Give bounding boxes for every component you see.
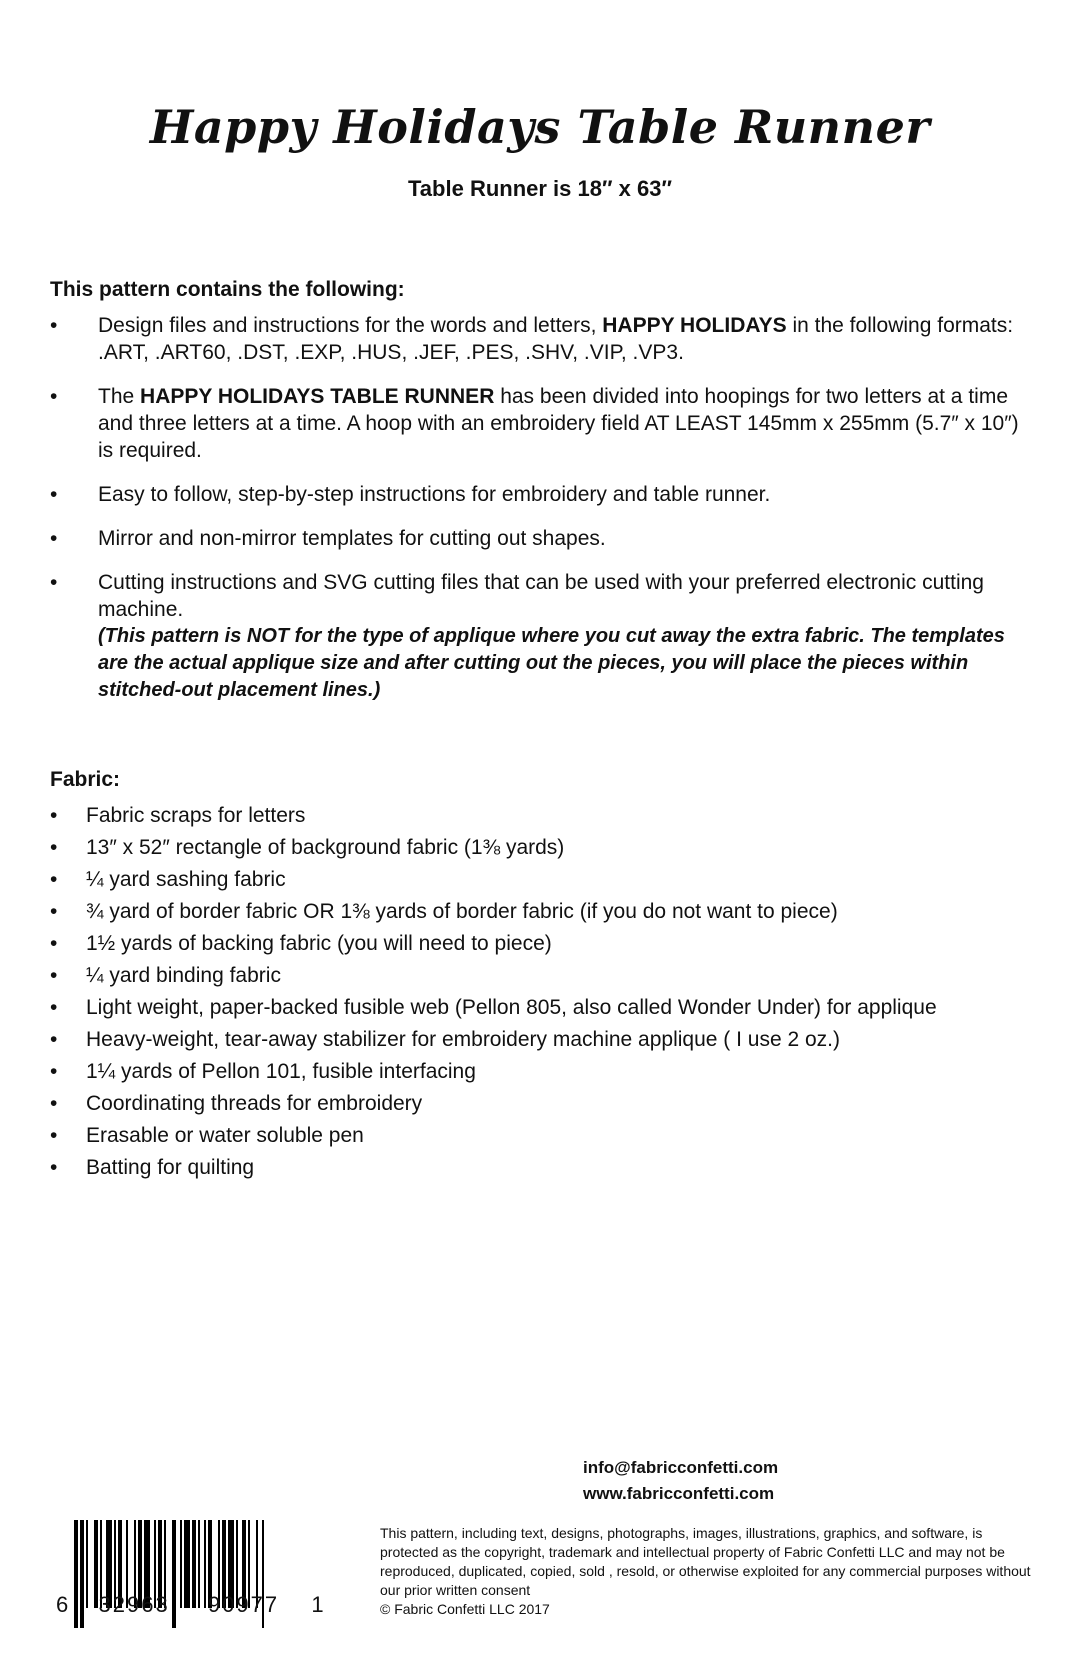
bullet: •: [50, 385, 58, 408]
fabric-heading: Fabric:: [50, 768, 121, 791]
list-item: • The HAPPY HOLIDAYS TABLE RUNNER has been divided into hoopings for two letters at a time and three letters at a time. A hoop with an embroidery field AT LEAST 145mm x 255mm (5.7″ x 10″) is required.: [50, 385, 1019, 462]
legal-notice: [380, 1524, 1040, 1619]
list-item: • 1½ yards of backing fabric (you will need to piece): [50, 932, 552, 955]
copyright-text: © Fabric Confetti LLC 2017: [380, 1601, 550, 1617]
list-item: • ¾ yard of border fabric OR 1⅜ yards of border fabric (if you do not want to piece): [50, 900, 838, 923]
list-item: • Coordinating threads for embroidery: [50, 1092, 423, 1115]
list-item: • Light weight, paper-backed fusible web (Pellon 805, also called Wonder Under) for applique: [50, 996, 937, 1019]
barcode-check-digit: 1: [311, 1592, 324, 1617]
contact-email[interactable]: info@fabricconfetti.com: [583, 1458, 779, 1477]
legal-text: This pattern, including text, designs, photographs, images, illustrations, graphics, and software, is protected as the copyright, trademark and intellectual property of Fabric Confetti LLC and may not be reproduced, duplicated, copied, sold , resold, or otherwise exploited for any commercial purposes without our prior written consent: [380, 1525, 1031, 1598]
list-item: • Heavy-weight, tear-away stabilizer for embroidery machine applique ( I use 2 oz.): [50, 1028, 841, 1051]
barcode-left-group: 32963: [98, 1592, 170, 1617]
list-item: • 1¼ yards of Pellon 101, fusible interfacing: [50, 1060, 476, 1083]
contains-heading: This pattern contains the following:: [50, 278, 405, 301]
list-item: • Batting for quilting: [50, 1156, 255, 1179]
barcode-digits: [56, 1592, 324, 1618]
barcode-lead-digit: 6: [56, 1592, 69, 1617]
contact-website[interactable]: www.fabricconfetti.com: [583, 1484, 775, 1503]
bullet: •: [50, 527, 58, 550]
list-item: • Design files and instructions for the words and letters, HAPPY HOLIDAYS in the following formats: .ART, .ART60, .DST, .EXP, .HUS, .JEF, .PES, .SHV, .VIP, .VP3.: [50, 314, 1014, 364]
applique-note: (This pattern is NOT for the type of applique where you cut away the extra fabric. The templates are the actual applique size and after cutting out the pieces, you will place the pieces within stitched-out placement lines.): [98, 625, 1005, 701]
list-item: • Mirror and non-mirror templates for cutting out shapes.: [50, 527, 606, 550]
page-title: Happy Holidays Table Runner: [149, 100, 931, 154]
list-item: • ¼ yard sashing fabric: [50, 868, 286, 891]
barcode-right-group: 90977: [207, 1592, 280, 1617]
list-item: • 13″ x 52″ rectangle of background fabric (1⅜ yards): [50, 836, 565, 859]
page-subtitle: Table Runner is 18″ x 63″: [408, 176, 672, 201]
fabric-list: [50, 800, 1030, 1184]
list-item: • ¼ yard binding fabric: [50, 964, 281, 987]
list-item: • Erasable or water soluble pen: [50, 1124, 364, 1147]
bullet: •: [50, 314, 58, 337]
list-item: • Easy to follow, step-by-step instructions for embroidery and table runner.: [50, 483, 771, 506]
list-item: • Fabric scraps for letters: [50, 804, 306, 827]
bullet: •: [50, 483, 58, 506]
bullet: •: [50, 571, 58, 594]
list-item: • Cutting instructions and SVG cutting files that can be used with your preferred electronic cutting machine. (This pattern is NOT for the type of applique where you cut away the extra fabric. The templates are the actual applique size and after cutting out the pieces, you will place the pieces within stitched-out placement lines.): [50, 569, 1030, 704]
contains-list: [50, 312, 1030, 721]
